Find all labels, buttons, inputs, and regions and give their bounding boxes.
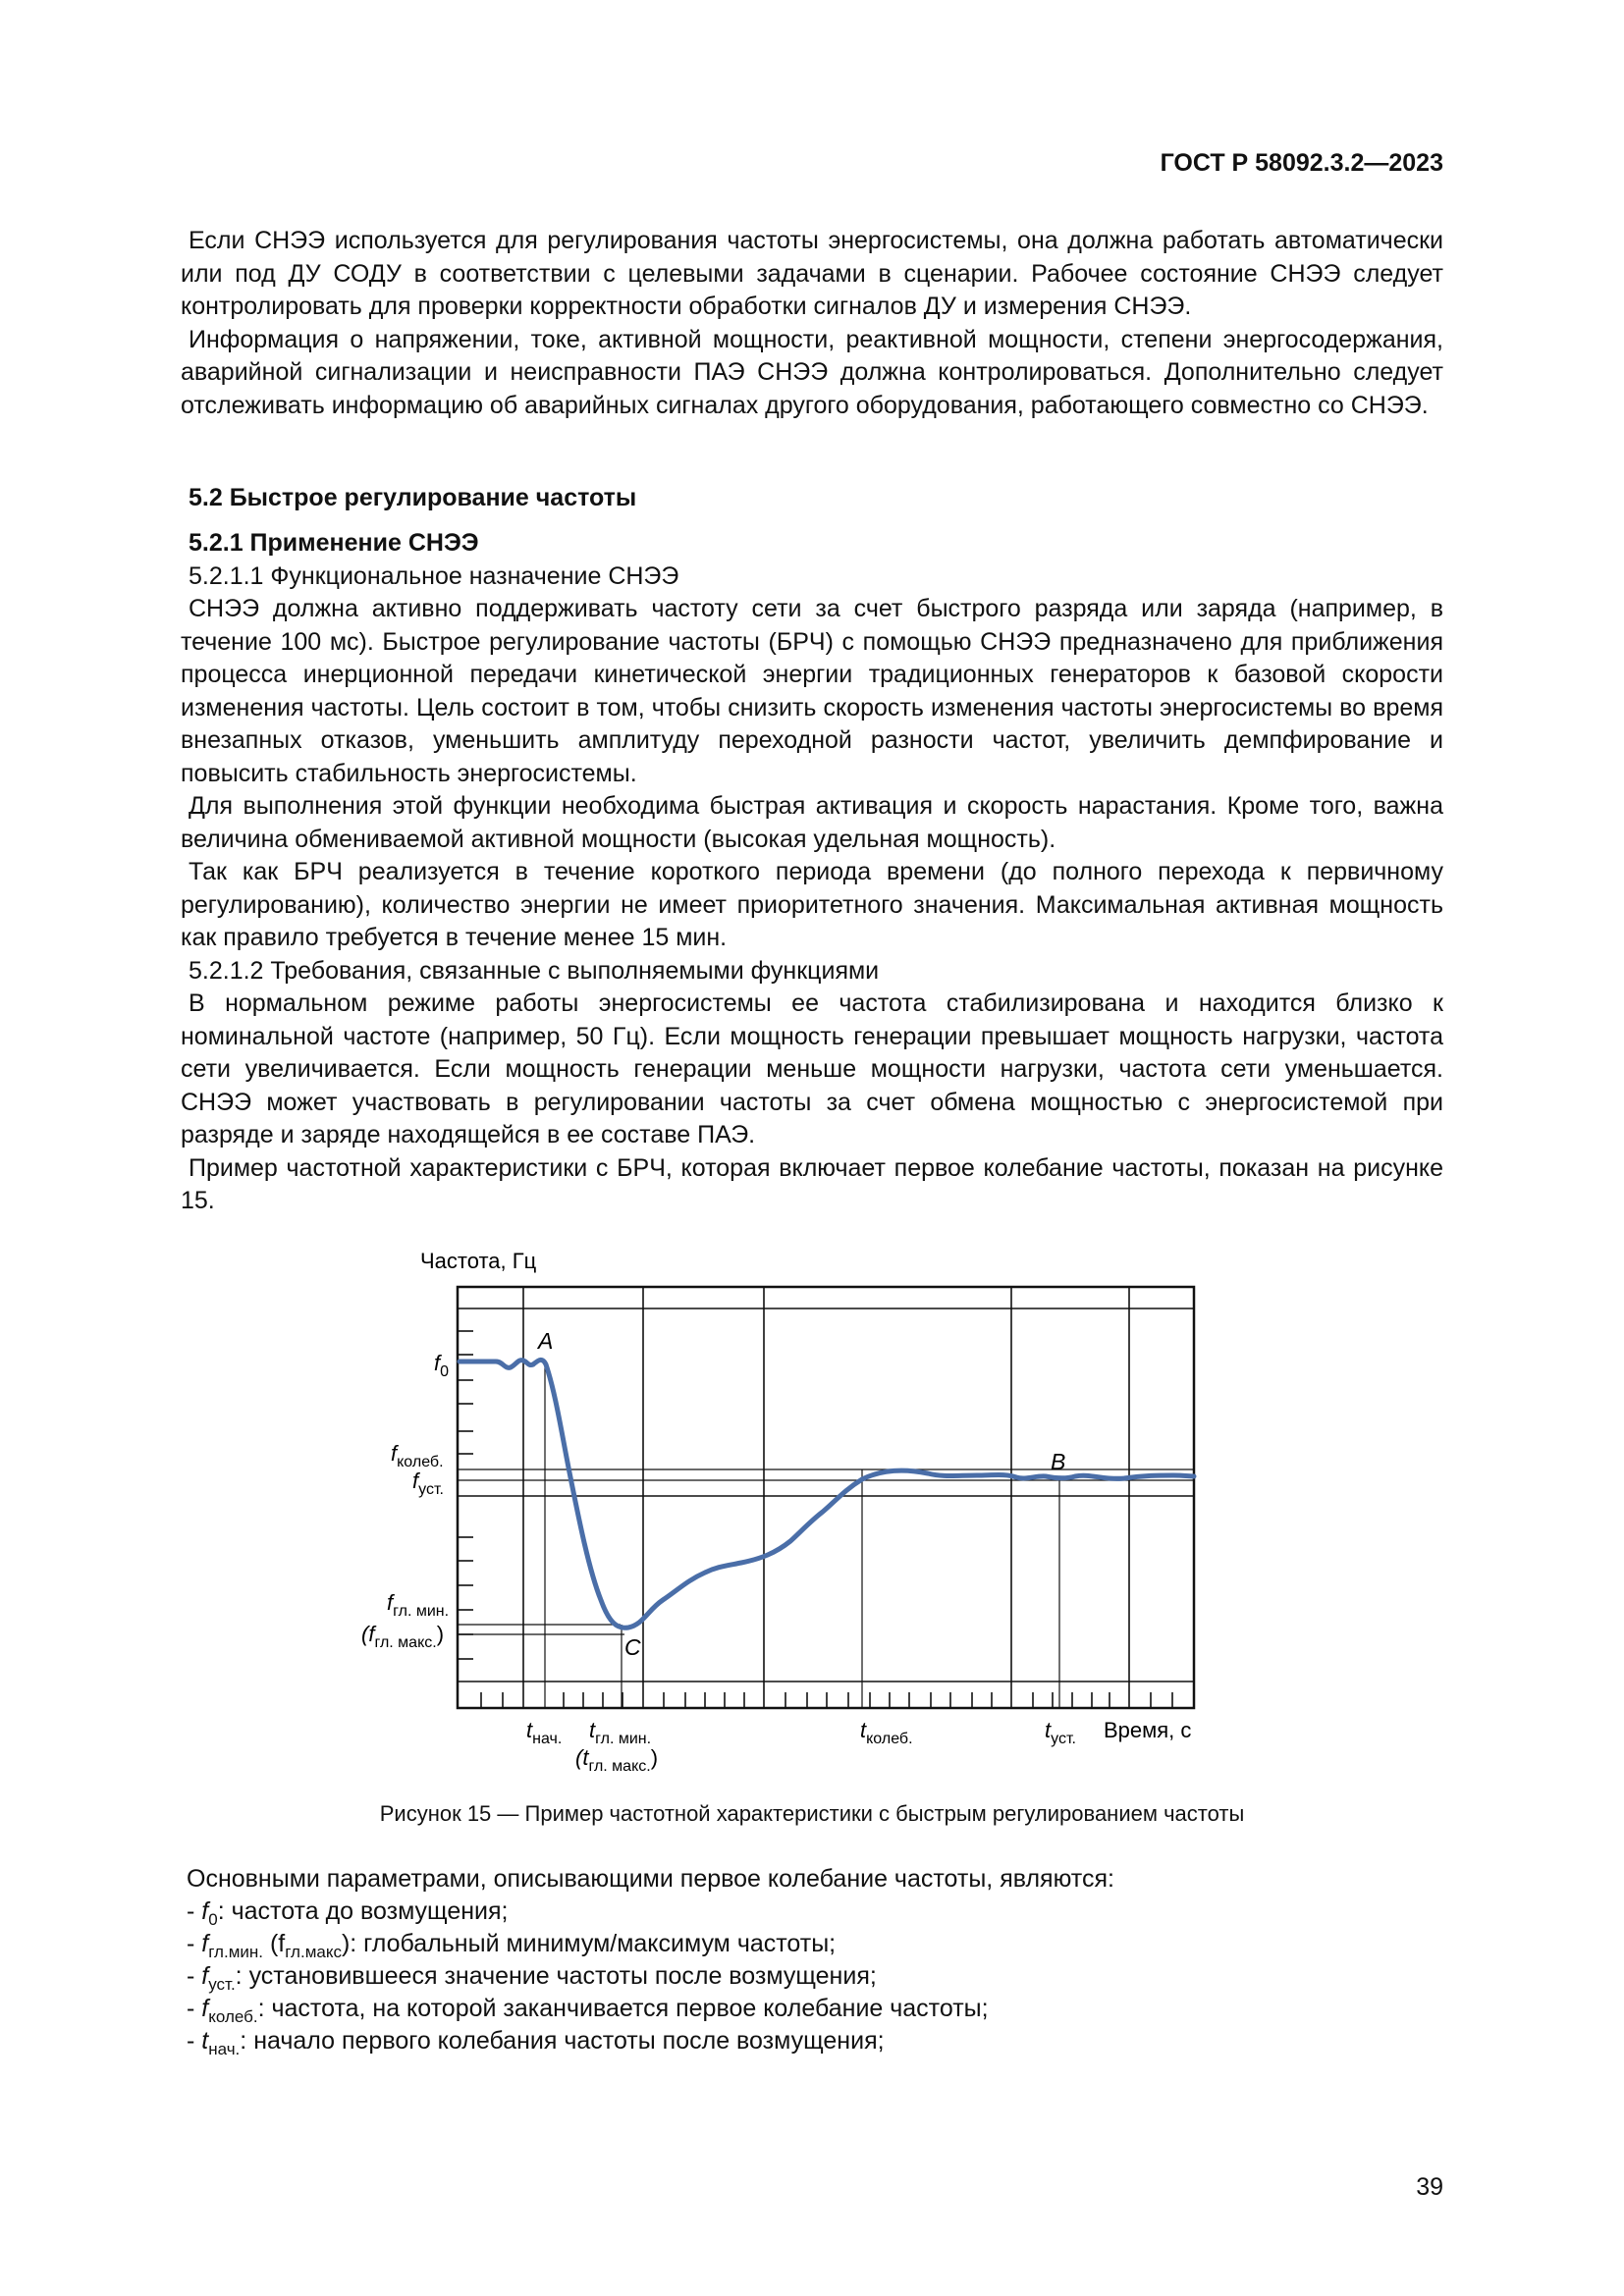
x-label-t-gl-max: $(t_{гл. макс.})$ [575,1745,659,1775]
y-label-f-gl-min: $f_{гл. мин.}$ [387,1590,450,1620]
paragraph-4: Для выполнения этой функции необходима быстрая активация и скорость нарастания. Кроме того, важна величина обмениваемой активной мощности (высокая удельная мощность). [181,792,1443,853]
section-5-2-1-heading: 5.2.1 Применение СНЭЭ [189,529,479,557]
paragraph-3: СНЭЭ должна активно поддерживать частоту сети за счет быстрого разряда или заряда (например, в течение 100 мс). Быстрое регулирование частоты (БРЧ) с помощью СНЭЭ предназначено для приближения процесса инерционной передачи кинетической энергии традиционных генераторов к базовой скорости изменения частоты. Цель состоит в том, чтобы снизить скорость изменения частоты энергосистемы во время внезапных отказов, уменьшить амплитуду переходной разности частот, увеличить демпфирование и повысить стабильность энергосистемы. [181,595,1443,787]
frequency-curve [460,1360,1194,1628]
y-ticks [458,1331,473,1659]
chart-frame [458,1287,1194,1708]
paragraph-7: Пример частотной характеристики с БРЧ, которая включает первое колебание частоты, показан на рисунке 15. [181,1153,1443,1214]
document-id: ГОСТ Р 58092.3.2—2023 [1160,149,1443,177]
x-label-t-gl-min: $t_{гл. мин.}$ [589,1718,652,1747]
y-label-f0: $f_0$ [434,1351,450,1380]
figure-caption: Рисунок 15 — Пример частотной характеристики с быстрым регулированием частоты [379,1801,1245,1826]
y-label-f-gl-max: $(f_{гл. макс.})$ [361,1622,445,1651]
x-label-t-ust: $t_{уст.}$ [1045,1718,1076,1747]
marker-lines [458,1364,1194,1708]
list-item: - $f_{уст.}$: установившееся значение частоты после возмущения; [187,1962,877,1994]
horizontal-grid [458,1308,1194,1682]
x-label-t-koleb: $t_{колеб.}$ [860,1718,913,1747]
x-ticks [481,1692,1172,1708]
parameters-list [187,1863,1114,2057]
x-labels [526,1718,1191,1775]
x-axis-title: Время, с [1104,1718,1192,1742]
y-label-f-koleb: $f_{колеб.}$ [391,1441,444,1470]
y-labels [361,1351,449,1651]
page-number: 39 [1416,2173,1443,2201]
parameters-intro: Основными параметрами, описывающими первое колебание частоты, являются: [187,1865,1114,1893]
list-item: - $t_{нач.}$: начало первого колебания частоты после возмущения; [187,2027,885,2058]
paragraph-6: В нормальном режиме работы энергосистемы ее частота стабилизирована и находится близко к номинальной частоте (например, 50 Гц). Если мощность генерации превышает мощность нагрузки, частота сети увеличивается. Если мощность генерации меньше мощности нагрузки, частота сети уменьшается. СНЭЭ может участвовать в регулировании частоты за счет обмена мощностью с энергосистемой при разряде и заряде находящейся в ее составе ПАЭ. [181,989,1443,1148]
point-b-label: B [1051,1449,1066,1474]
y-label-f-ust: $f_{уст.}$ [412,1468,444,1498]
section-5-2-heading: 5.2 Быстрое регулирование частоты [189,484,637,511]
section-5-2-1-2-heading: 5.2.1.2 Требования, связанные с выполняемыми функциями [189,956,880,985]
section-5-2-1-1-heading: 5.2.1.1 Функциональное назначение СНЭЭ [189,561,679,590]
paragraph-5: Так как БРЧ реализуется в течение короткого периода времени (до полного перехода к первичному регулированию), количество энергии не имеет приоритетного значения. Максимальная активная мощность как правило требуется в течение менее 15 мин. [181,858,1443,951]
vertical-grid [523,1287,1129,1708]
point-c-label: C [624,1634,641,1660]
list-item: - $f_{колеб.}$: частота, на которой заканчивается первое колебание частоты; [187,1995,989,2026]
point-a-label: A [538,1328,554,1354]
list-item: - $f_{гл.мин.}$ $(f_{гл.макс})$: глобальный минимум/максимум частоты; [187,1930,837,1961]
paragraph-2: Информация о напряжении, токе, активной мощности, реактивной мощности, степени энергосодержания, аварийной сигнализации и неисправности ПАЭ СНЭЭ должна контролироваться. Дополнительно следует отслеживать информацию об аварийных сигналах другого оборудования, работающего совместно со СНЭЭ. [181,325,1443,419]
x-label-t-nach: $t_{нач.}$ [526,1718,563,1747]
y-axis-title: Частота, Гц [420,1249,537,1273]
paragraph-1: Если СНЭЭ используется для регулирования частоты энергосистемы, она должна работать автоматически или под ДУ СОДУ в соответствии с целевыми задачами в сценарии. Рабочее состояние СНЭЭ следует контролировать для проверки корректности обработки сигналов ДУ и измерения СНЭЭ. [181,227,1443,320]
list-item: - $f_0$: частота до возмущения; [187,1897,509,1929]
